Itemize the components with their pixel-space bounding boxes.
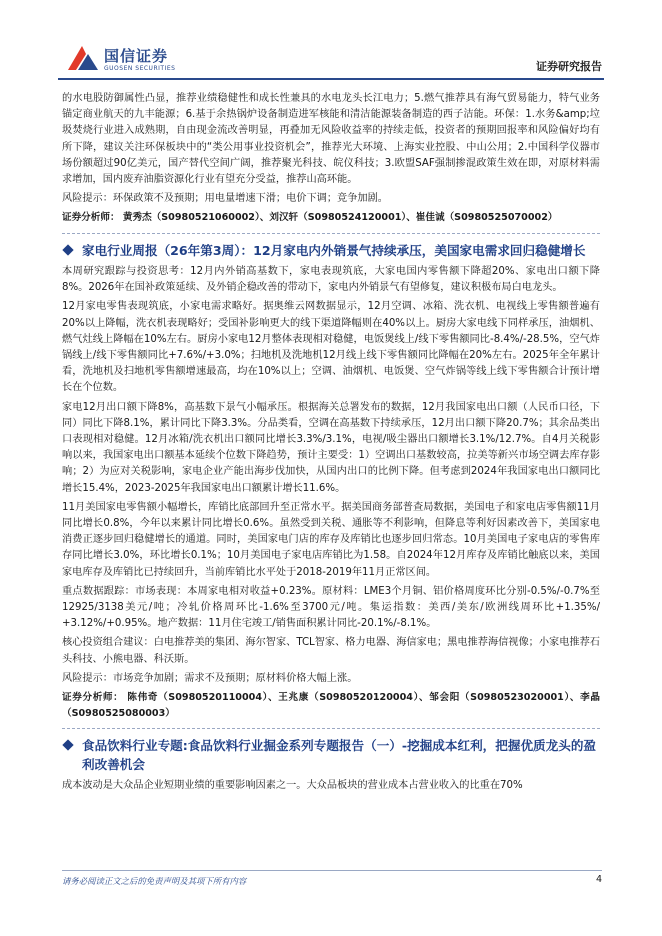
header-divider xyxy=(58,78,604,80)
page-footer xyxy=(62,870,602,895)
report-type-title: 证券研究报告 xyxy=(536,60,602,73)
section-divider xyxy=(62,233,600,234)
paragraph: 核心投资组合建议：白电推荐美的集团、海尔智家、TCL智家、格力电器、海信家电；黑电推荐海信视像；小家电推荐石头科技、小熊电器、科沃斯。 xyxy=(62,637,600,665)
analyst-list: 证券分析师： 陈伟奇（S0980520110004）、王兆康（S0980520120004）、邹会阳（S0980523020001）、李晶（S0980525080003） xyxy=(62,692,600,719)
analyst-list: 证券分析师： 黄秀杰（S0980521060002）、刘汉轩（S0980524120001）、崔佳诚（S0980525070002） xyxy=(62,212,558,224)
guosen-logo xyxy=(66,42,196,78)
section-divider xyxy=(62,728,600,729)
paragraph: 成本波动是大众品企业短期业绩的重要影响因素之一。大众品板块的营业成本占营业收入的比重在70% xyxy=(62,780,523,791)
section-title-text: 家电行业周报（26年第3周）：12月家电内外销景气持续承压，美国家电需求回归稳健增长 xyxy=(82,242,586,258)
risk-warning: 风险提示：市场竞争加剧；需求不及预期；原材料价格大幅上涨。 xyxy=(62,672,358,684)
disclaimer-text: 请务必阅读正文之后的免责声明及其项下所有内容 xyxy=(62,876,247,886)
page-number: 4 xyxy=(595,874,602,885)
page-header xyxy=(0,0,662,86)
logo-name-en: GUOSEN SECURITIES xyxy=(104,65,176,72)
paragraph: 11月美国家电零售额小幅增长，库销比底部回升至正常水平。据美国商务部普查局数据，美国电子和家电店零售额11月同比增长0.8%，今年以来累计同比增长0.6%。虽然受到关税、通胀等不利影响，但降息等利好因素改善下，美国家电消费正逐步回归稳健增长的通道。同时，美国家电门店的库存及库销比也逐步回归常态。10月美国电子家电店的零售库存同比增长3.0%，环比增长0.1%；10月美国电子家电店库销比为1.58。自2024年12月库存及库销比触底以来，美国家电库存及库销比已持续回升，当前库销比水平处于2018-2019年11月正常区间。 xyxy=(62,501,600,578)
logo-name-cn: 国信证券 xyxy=(104,47,169,65)
section-title xyxy=(62,241,600,260)
paragraph: 的水电股防御属性凸显，推荐业绩稳健性和成长性兼具的水电龙头长江电力；5.燃气推荐具有海气贸易能力，特气业务锚定商业航天的九丰能源；6.基于余热锅炉设备制造进军核能和清洁能源装备制造的西子洁能。环保：1.水务&amp;垃圾焚烧行业进入成熟期，自由现金流改善明显，再叠加无风险收益率的持续走低，投资者的预期回报率和风险偏好均有所下降，建议关注环保板块中的“类公用事业投资机会”，推荐光大环境、上海实业控股、中山公用；2.中国科学仪器市场份额超过90亿美元，国产替代空间广阔，推荐聚光科技、皖仪科技；3.欧盟SAF强制掺混政策生效在即，对原材料需求增加，国内废弃油脂资源化行业有望充分受益，推荐山高环能。 xyxy=(62,93,600,186)
guosen-logo-icon xyxy=(66,42,100,76)
paragraph: 本周研究跟踪与投资思考：12月内外销高基数下，家电表现筑底，大家电国内零售额下降超20%、家电出口额下降8%。2026年在国补政策延续、及外销企稳改善的带动下，家电内外销景气有望修复，建议积极布局白电龙头。 xyxy=(62,265,600,294)
section-title xyxy=(62,736,600,774)
section-title-text: 食品饮料行业专题:食品饮料行业掘金系列专题报告（一）-挖掘成本红利，把握优质龙头的盈利改善机会 xyxy=(82,738,597,772)
paragraph: 12月家电零售表现筑底，小家电需求略好。据奥维云网数据显示，12月空调、冰箱、洗衣机、电视线上零售额普遍有20%以上降幅，洗衣机表现略好；受国补影响更大的线下渠道降幅则在40%以上。厨房大家电线下同样承压，油烟机、燃气灶线上降幅在10%左右。厨房小家电12月整体表现相对稳健，电饭煲线上/线下零售额同比-8.4%/-28.5%，空气炸锅线上/线下零售额同比+7.6%/+3.0%；扫地机及洗地机12月线上线下零售额同比降幅在20%左右。2025年全年累计看，洗地机及扫地机零售额增速最高，均在10%以上；空调、油烟机、电饭煲、空气炸锅等线上线下零售额合计预计增长在个位数。 xyxy=(62,301,600,394)
paragraph: 家电12月出口额下降8%，高基数下景气小幅承压。根据海关总署发布的数据，12月我国家电出口额（人民币口径，下同）同比下降8.1%，累计同比下降3.3%。分品类看，空调在高基数下持续承压，12月出口额下降20.7%；其余品类出口表现相对稳健。12月冰箱/洗衣机出口额同比增长3.3%/3.1%，电视/吸尘器出口额增长3.1%/12.7%。自4月关税影响以来，我国家电出口额基本延续个位数下降趋势，预计主要受：1）空调出口基数较高，拉美等新兴市场空调去库存影响；2）为应对关税影响，家电企业产能出海步伐加快，从国内出口的比例下降。但考虑到2024年我国家电出口额同比增长15.4%，2023-2025年我国家电出口额累计增长11.6%。 xyxy=(62,401,600,494)
diamond-bullet-icon xyxy=(62,244,73,255)
paragraph: 重点数据跟踪：市场表现：本周家电相对收益+0.23%。原材料：LME3个月铜、铝价格周度环比分别-0.5%/-0.7%至12925/3138美元/吨；冷轧价格周环比-1.6%至3700元/吨。集运指数：美西/美东/欧洲线周环比+1.35%/ +3.12%/+0.95%。地产数据：11月住宅竣工/销售面积累计同比-20.1%/-8.1%。 xyxy=(62,585,600,630)
diamond-bullet-icon xyxy=(62,739,73,750)
risk-warning: 风险提示：环保政策不及预期；用电量增速下滑；电价下调；竞争加剧。 xyxy=(62,193,388,205)
page-content xyxy=(62,86,600,797)
